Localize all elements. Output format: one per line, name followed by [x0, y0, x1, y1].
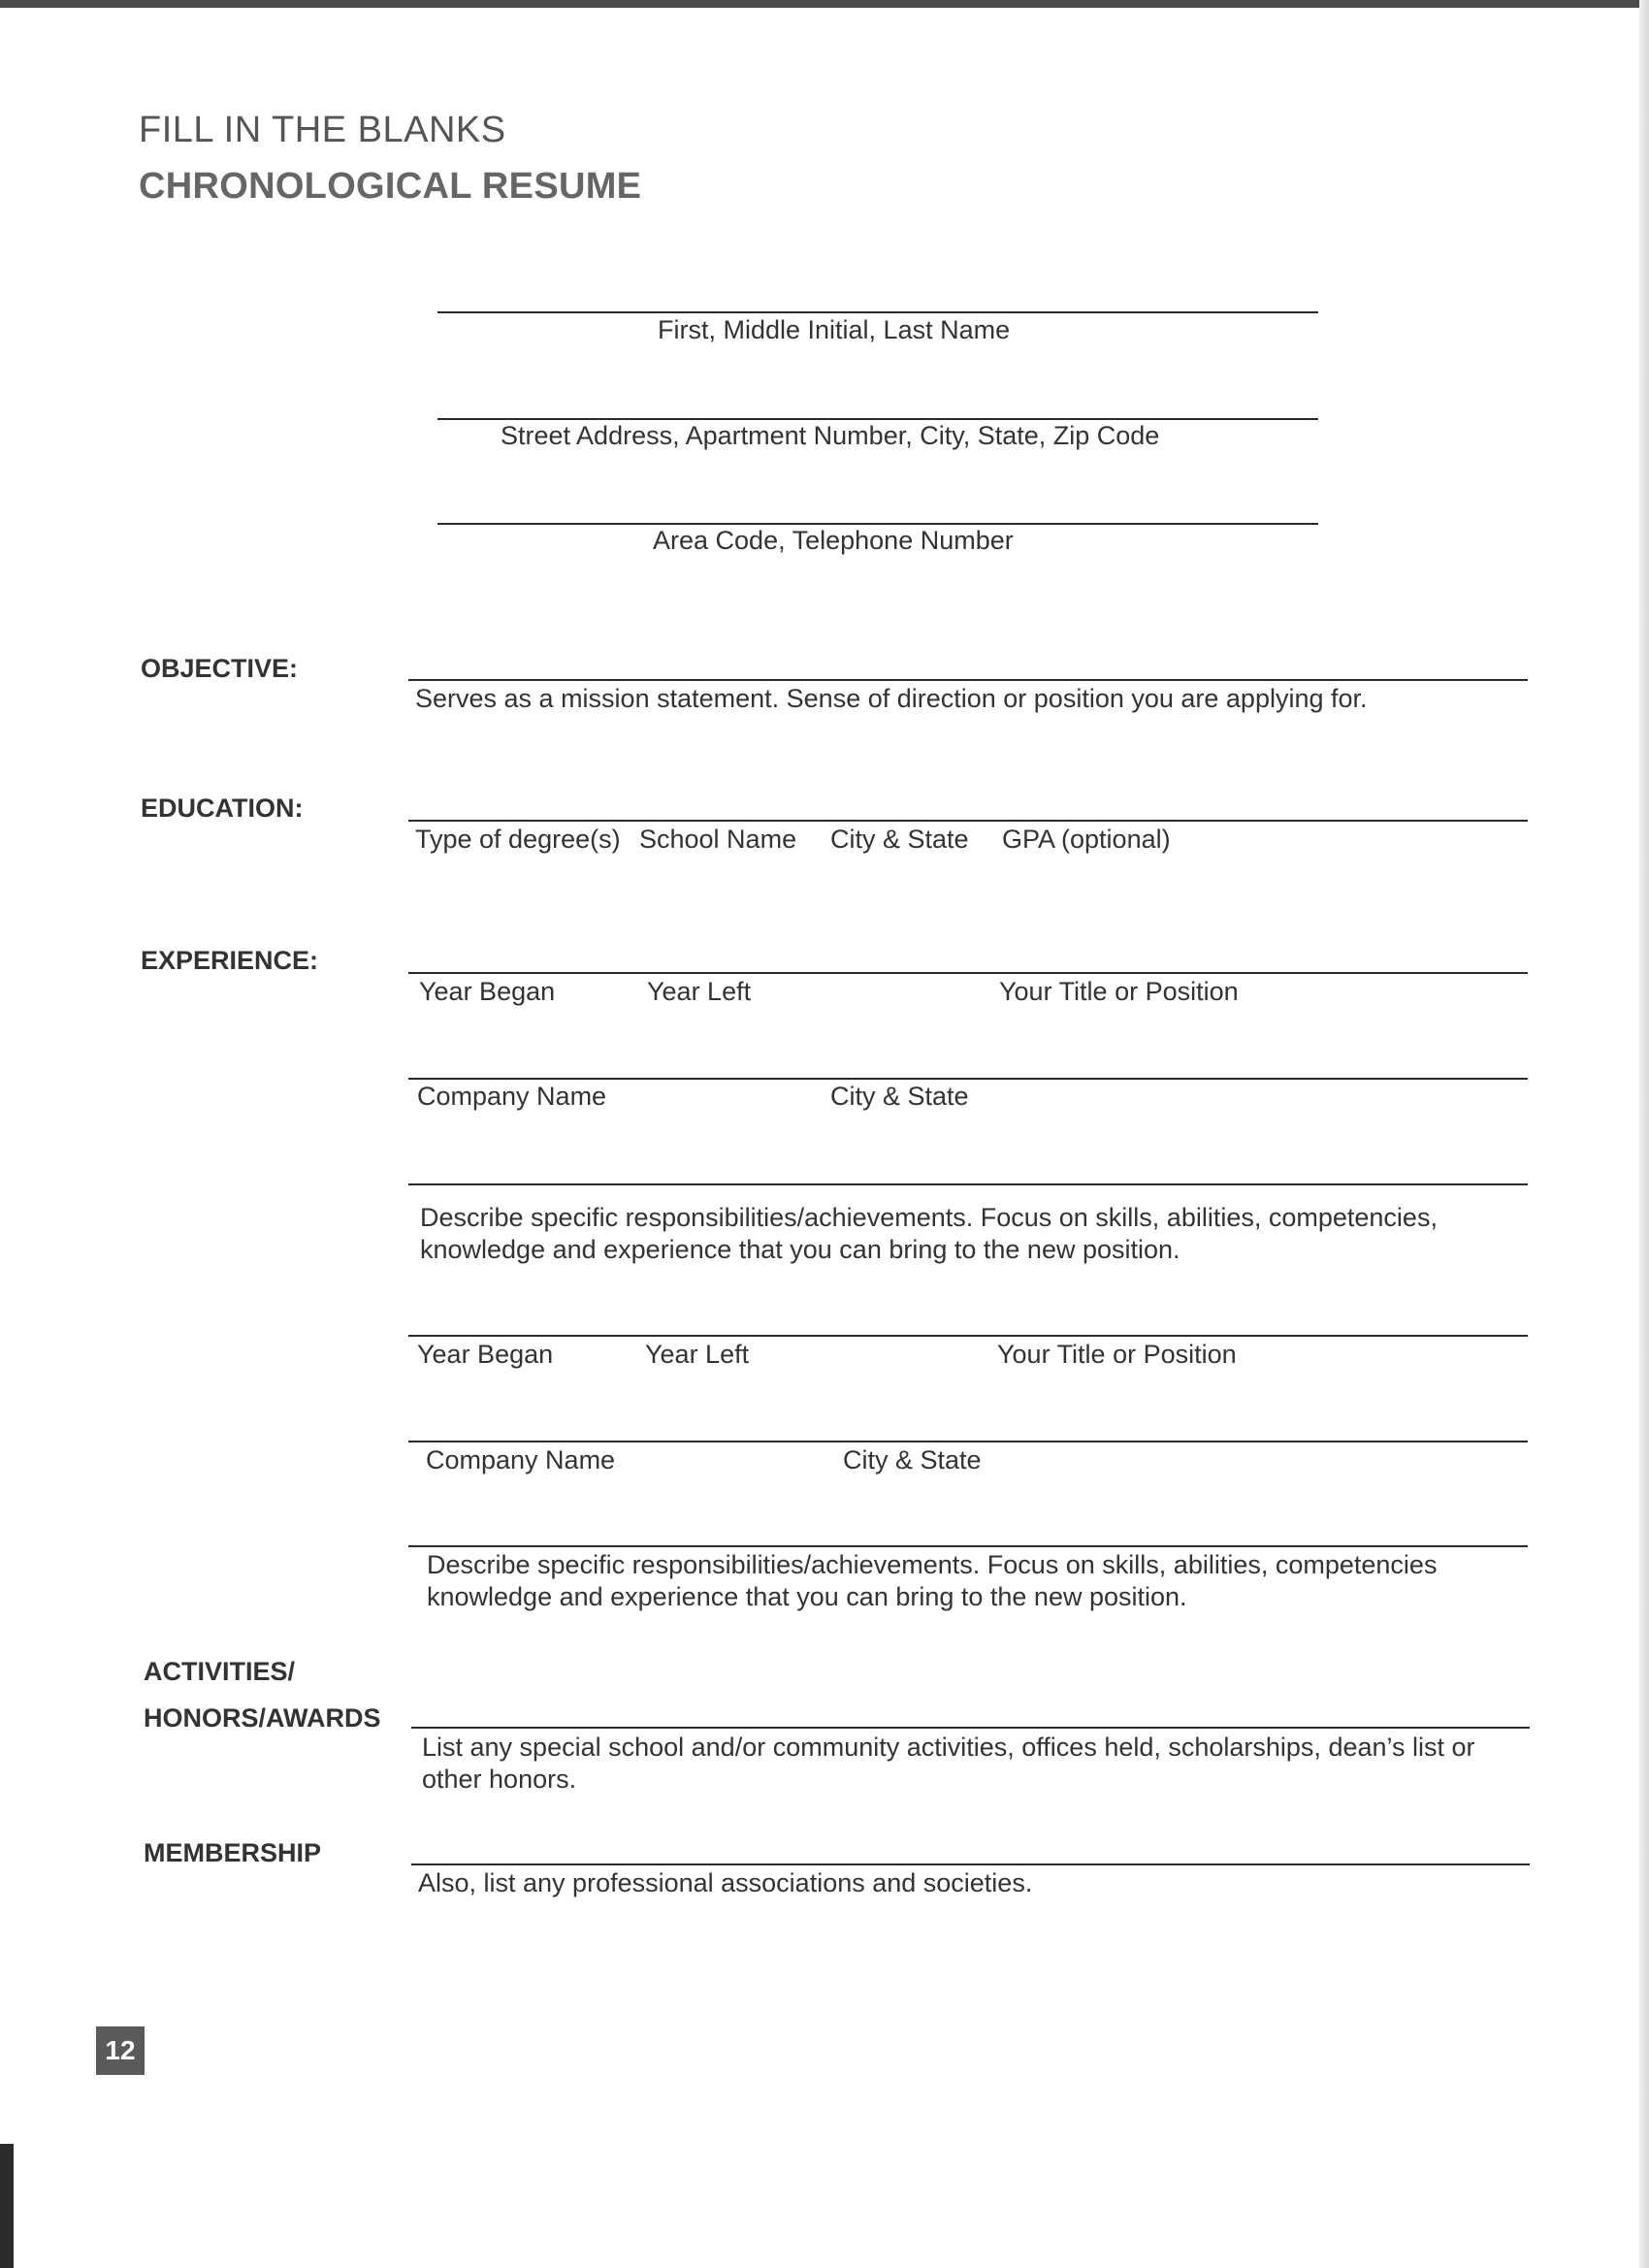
experience-2-dates-line[interactable] — [408, 1335, 1528, 1337]
education-degree-caption: Type of degree(s) — [415, 825, 621, 854]
experience-2-company-caption: Company Name — [426, 1445, 616, 1474]
experience-2-describe-line[interactable] — [408, 1545, 1528, 1547]
experience-2-title-caption: Your Title or Position — [997, 1340, 1237, 1369]
membership-caption: Also, list any professional associations and societies. — [418, 1868, 1033, 1897]
experience-2-describe-caption: Describe specific responsibilities/achievements. Focus on skills, abilities, competencies knowledge and experience that you can bring to the new position. — [427, 1550, 1438, 1611]
activities-label-line1: ACTIVITIES/ — [144, 1657, 296, 1686]
experience-2-city-state-caption: City & State — [843, 1445, 982, 1474]
experience-2-year-left-caption: Year Left — [645, 1340, 750, 1369]
experience-1-describe-caption: Describe specific responsibilities/achievements. Focus on skills, abilities, competencies, knowledge and experience that you can bring to the new position. — [420, 1203, 1438, 1264]
activities-caption: List any special school and/or community activities, offices held, scholarships, dean’s list or other honors. — [422, 1733, 1475, 1794]
name-line[interactable] — [437, 311, 1318, 313]
experience-1-title-caption: Your Title or Position — [999, 977, 1239, 1006]
experience-2-year-began-caption: Year Began — [417, 1340, 554, 1369]
experience-1-city-state-caption: City & State — [830, 1082, 969, 1111]
experience-1-dates-line[interactable] — [408, 972, 1528, 974]
experience-2-company-line[interactable] — [408, 1441, 1528, 1442]
activities-line[interactable] — [411, 1727, 1530, 1729]
objective-caption: Serves as a mission statement. Sense of direction or position you are applying for. — [415, 684, 1368, 713]
experience-1-company-caption: Company Name — [417, 1082, 607, 1111]
objective-label: OBJECTIVE: — [141, 654, 299, 683]
education-school-caption: School Name — [639, 825, 797, 854]
activities-label-line2: HONORS/AWARDS — [144, 1703, 381, 1733]
form-title: CHRONOLOGICAL RESUME — [139, 166, 642, 207]
education-label: EDUCATION: — [141, 794, 304, 823]
page-number: 12 — [96, 2026, 145, 2075]
page-right-edge — [1639, 0, 1649, 2268]
page-top-edge — [0, 0, 1649, 8]
objective-line[interactable] — [408, 679, 1528, 681]
phone-caption: Area Code, Telephone Number — [653, 526, 1014, 555]
phone-line[interactable] — [437, 523, 1318, 525]
address-line[interactable] — [437, 418, 1318, 420]
membership-label: MEMBERSHIP — [144, 1838, 322, 1867]
form-subtitle: FILL IN THE BLANKS — [139, 110, 506, 150]
education-city-state-caption: City & State — [830, 825, 969, 854]
education-line[interactable] — [408, 820, 1528, 822]
name-caption: First, Middle Initial, Last Name — [658, 315, 1011, 344]
education-gpa-caption: GPA (optional) — [1002, 825, 1171, 854]
experience-1-year-left-caption: Year Left — [647, 977, 752, 1006]
address-caption: Street Address, Apartment Number, City, State, Zip Code — [501, 421, 1160, 450]
page-left-edge — [0, 2144, 14, 2268]
membership-line[interactable] — [411, 1863, 1530, 1865]
experience-1-describe-line[interactable] — [408, 1183, 1528, 1185]
experience-label: EXPERIENCE: — [141, 946, 319, 975]
experience-1-year-began-caption: Year Began — [419, 977, 556, 1006]
experience-1-company-line[interactable] — [408, 1078, 1528, 1080]
